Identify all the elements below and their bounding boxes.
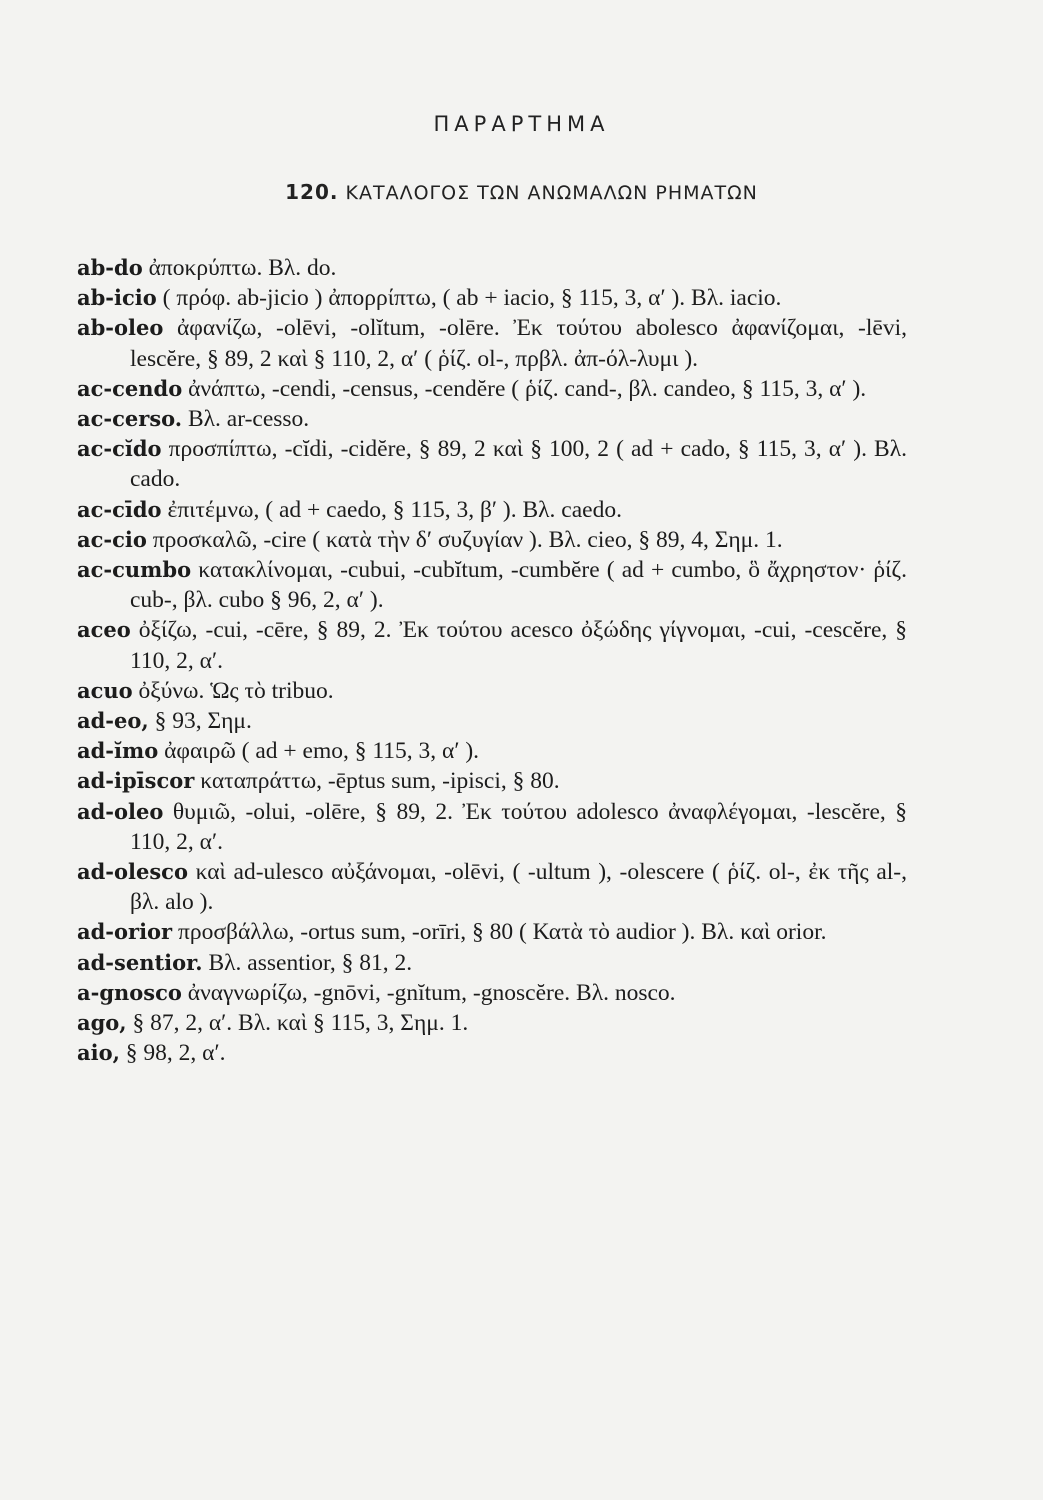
entry-text: § 98, 2, α′. xyxy=(125,1040,226,1067)
entry-text: προσβάλλω, -ortus sum, -orīri, § 80 ( Κατὰ τὸ audior ). Βλ. καὶ orior. xyxy=(178,919,827,946)
entry xyxy=(77,404,907,434)
entry xyxy=(77,1008,907,1038)
entry-text: ( πρόφ. ab-jicio ) ἀπορρίπτω, ( ab + iacio, § 115, 3, α′ ). Βλ. iacio. xyxy=(162,285,782,312)
entry xyxy=(77,1038,907,1068)
entry-text: προσπίπτω, -cĭdi, -cidĕre, § 89, 2 καὶ § 100, 2 ( ad + cado, § 115, 3, α′ ). Βλ. cado. xyxy=(130,436,908,493)
entry-headword: ad-ĭmo xyxy=(77,738,159,764)
entry-headword: ad-oleo xyxy=(77,798,164,824)
entry-headword: ab-oleo xyxy=(77,315,164,341)
entry-headword: ac-cumbo xyxy=(77,557,192,583)
entry-headword: ad-ipīscor xyxy=(77,768,195,794)
section-number: 120. xyxy=(285,180,339,204)
entry xyxy=(77,676,907,706)
entry xyxy=(77,948,907,978)
entry-text: Βλ. ar-cesso. xyxy=(187,406,310,433)
verb-list xyxy=(77,253,907,1068)
entry xyxy=(77,857,907,917)
entry-headword: ac-cendo xyxy=(77,375,183,401)
entry-text: ἐπιτέμνω, ( ad + caedo, § 115, 3, β′ ). Βλ. caedo. xyxy=(167,496,622,523)
entry-text: ἀποκρύπτω. Βλ. do. xyxy=(148,255,337,281)
entry xyxy=(77,978,907,1008)
entry-headword: ac-cio xyxy=(77,526,147,552)
entry-headword: acuo xyxy=(77,677,133,703)
entry-headword: ac-cerso. xyxy=(77,406,183,432)
entry xyxy=(77,374,907,404)
entry xyxy=(77,706,907,736)
entry xyxy=(77,434,907,494)
entry-text: ἀφαιρῶ ( ad + emo, § 115, 3, α′ ). xyxy=(164,738,480,765)
entry-headword: ad-olesco xyxy=(77,859,188,885)
entry xyxy=(77,283,907,313)
entry-text: ὀξύνω. Ὡς τὸ tribuo. xyxy=(138,677,334,704)
entry xyxy=(77,917,907,947)
entry xyxy=(77,736,907,766)
entry-text: ἀφανίζω, -olēvi, -olĭtum, -olēre. Ἐκ τούτου abolesco ἀφανίζομαι, -lēvi, lescĕre, § 89, 2 καὶ § 110, 2, α′ ( ῥίζ. ol-, πρβλ. ἀπ-όλ-λυμι ). xyxy=(130,315,907,372)
entry-headword: ago, xyxy=(77,1010,127,1036)
entry-headword: aceo xyxy=(77,617,131,643)
entry-text: Βλ. assentior, § 81, 2. xyxy=(208,949,413,976)
section-title xyxy=(0,180,1043,204)
entry-text: κατακλίνομαι, -cubui, -cubĭtum, -cumbĕre ( ad + cumbo, ὃ ἄχρηστον· ῥίζ. cub-, βλ. cubo § 96, 2, α′ ). xyxy=(130,557,908,614)
entry-text: θυμιῶ, -olui, -olēre, § 89, 2. Ἐκ τούτου adolesco ἀναφλέγομαι, -lescĕre, § 110, 2, α′. xyxy=(130,798,908,855)
entry xyxy=(77,495,907,525)
entry-text: § 93, Σημ. xyxy=(154,708,252,735)
entry-headword: ac-cĭdo xyxy=(77,436,162,462)
running-head: ΠΑΡΑΡΤΗΜΑ xyxy=(433,112,610,136)
entry-text: προσκαλῶ, -cire ( κατὰ τὴν δ′ συζυγίαν ). Βλ. cieo, § 89, 4, Σημ. 1. xyxy=(152,526,783,553)
entry xyxy=(77,313,907,373)
entry xyxy=(77,525,907,555)
entry xyxy=(77,555,907,615)
entry xyxy=(77,797,907,857)
section-title-text: ΚΑΤΑΛΟΓΟΣ ΤΩΝ ΑΝΩΜΑΛΩΝ ΡΗΜΑΤΩΝ xyxy=(345,182,758,204)
entry-text: § 87, 2, α′. Βλ. καὶ § 115, 3, Σημ. 1. xyxy=(132,1010,469,1037)
entry-text: καταπράττω, -ēptus sum, -ipisci, § 80. xyxy=(200,768,560,795)
entry-headword: ad-eo, xyxy=(77,708,149,734)
entry-text: καὶ ad-ulesco αὐξάνομαι, -olēvi, ( -ultum ), -olescere ( ῥίζ. ol-, ἐκ τῆς al-, βλ. alo ). xyxy=(130,859,907,916)
entry-headword: ad-orior xyxy=(77,919,173,945)
entry xyxy=(77,615,907,675)
entry xyxy=(77,766,907,796)
entry-text: ἀναγνωρίζω, -gnōvi, -gnĭtum, -gnoscĕre. Βλ. nosco. xyxy=(187,979,676,1006)
entry-text: ἀνάπτω, -cendi, -census, -cendĕre ( ῥίζ. cand-, βλ. candeo, § 115, 3, α′ ). xyxy=(188,375,867,402)
entry xyxy=(77,253,907,283)
entry-headword: ac-cīdo xyxy=(77,496,162,522)
entry-headword: ab-icio xyxy=(77,285,157,311)
entry-headword: a-gnosco xyxy=(77,979,182,1005)
entry-headword: ab-do xyxy=(77,255,143,280)
entry-headword: aio, xyxy=(77,1040,120,1066)
entry-headword: ad-sentior. xyxy=(77,949,203,975)
entry-text: ὀξίζω, -cui, -cēre, § 89, 2. Ἐκ τούτου acesco ὀξώδης γίγνομαι, -cui, -cescĕre, § 110, 2, α′. xyxy=(130,617,908,674)
